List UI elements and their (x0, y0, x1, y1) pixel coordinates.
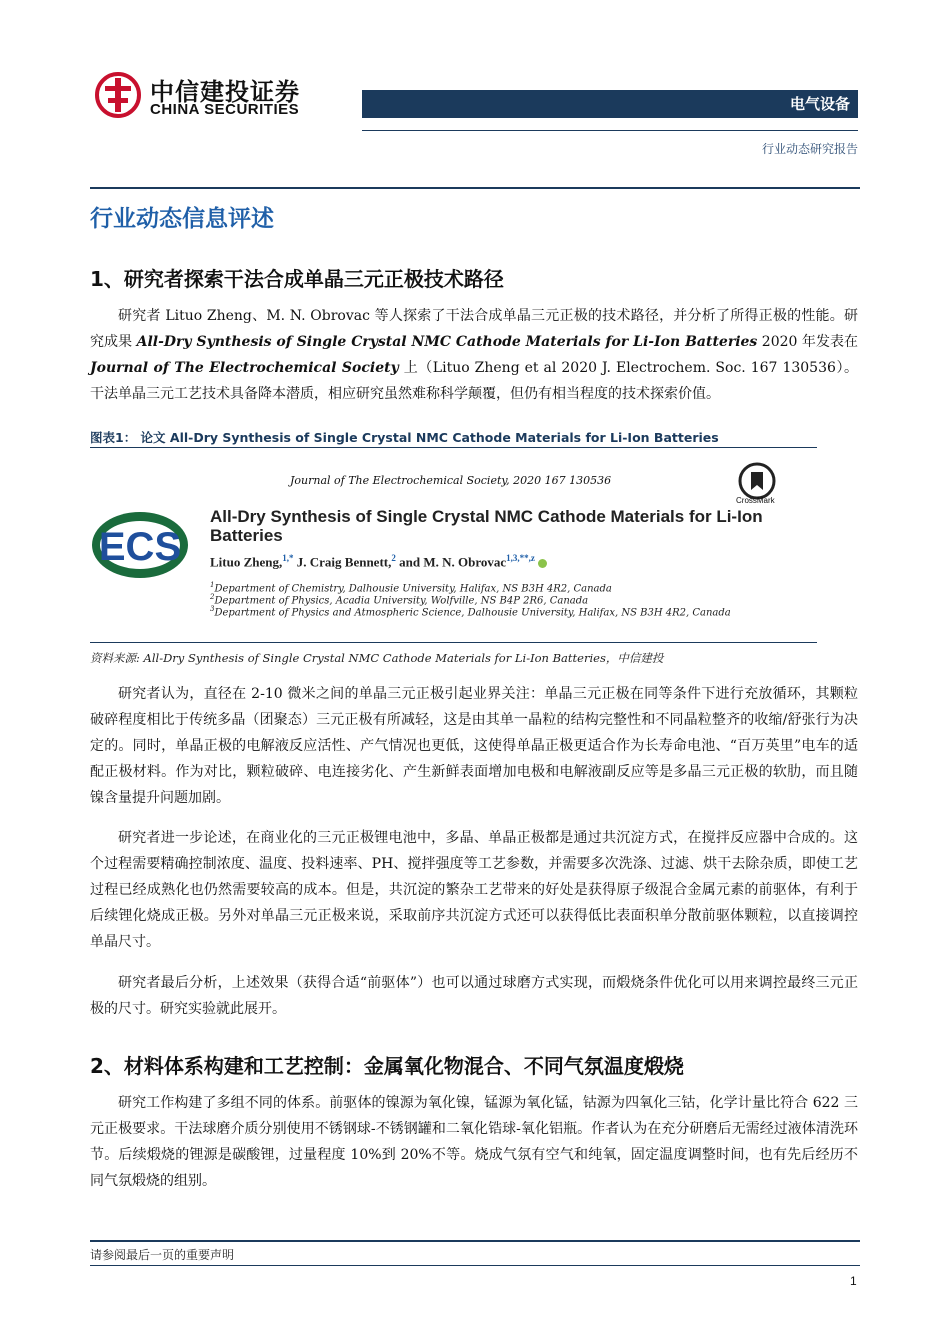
figure-authors (210, 553, 547, 570)
p1-paper-title: All-Dry Synthesis of Single Crystal NMC Cathode Materials for Li-Ion Batteries (136, 334, 758, 350)
author-1-sup: 1,* (282, 553, 294, 563)
author-3-sup: 1,3,**,z (506, 553, 535, 563)
footer-rule-2 (90, 1265, 860, 1266)
figure-caption: 图表1： 论文 All-Dry Synthesis of Single Crystal NMC Cathode Materials for Li-Ion Batteries (90, 430, 719, 445)
section-title: 行业动态信息评述 (90, 206, 274, 232)
affil-3-text: Department of Physics and Atmospheric Science, Dalhousie University, Halifax, NS B3H 4R2, Canada (214, 607, 731, 619)
paragraph-3 (90, 825, 858, 955)
figure-journal-line: Journal of The Electrochemical Society, 2020 167 130536 (290, 474, 612, 487)
p5-text: 研究工作构建了多组不同的体系。前驱体的镍源为氧化镍，锰源为氧化锰，钴源为四氧化三钴，化学计量比符合 622 三元正极要求。干法球磨介质分别使用不锈钢球-不锈钢罐和二氧化锆球-氧化铝瓶。作者认为在充分研磨后无需经过液体清洗环节。后续煅烧的锂源是碳酸锂，过量程度 10%到 20%不等。烧成气氛有空气和纯氧，固定温度调整时间，也有先后经历不同气氛煅烧的组别。 (90, 1095, 858, 1189)
figure-source: 资料来源: All-Dry Synthesis of Single Crystal NMC Cathode Materials for Li-Ion Batteries，中信建投 (90, 651, 664, 665)
affil-2-sup: 2 (210, 593, 215, 601)
footer-rule (90, 1240, 860, 1242)
author-2: J. Craig Bennett, (293, 554, 392, 570)
affil-1-text: Department of Chemistry, Dalhousie University, Halifax, NS B3H 4R2, Canada (214, 583, 612, 595)
top-rule (90, 187, 860, 189)
paragraph-1 (90, 303, 858, 407)
affil-3-sup: 3 (210, 605, 215, 613)
brand-name-en: CHINA SECURITIES (150, 101, 300, 118)
affil-2-text: Department of Physics, Acadia University, Wolfville, NS B4P 2R6, Canada (214, 595, 589, 607)
crossmark-icon (738, 462, 776, 500)
paragraph-5 (90, 1090, 858, 1194)
heading-1: 1、研究者探索干法合成单晶三元正极技术路径 (90, 267, 504, 291)
sector-banner (362, 90, 858, 118)
heading-2: 2、材料体系构建和工艺控制：金属氧化物混合、不同气氛温度煅烧 (90, 1054, 684, 1078)
paragraph-4 (90, 970, 858, 1022)
p1-journal: Journal of The Electrochemical Society (90, 360, 399, 376)
figure-paper-title: All-Dry Synthesis of Single Crystal NMC Cathode Materials for Li-Ion Batteries (210, 507, 763, 545)
p1-text-c: 上（Lituo Zheng et al 2020 J. Electrochem. Soc. 167 130536）。干法单晶三元工艺技术具备降本潜质，相应研究虽然难称科学颠覆，但仍有相当程度的技术探索价值。 (90, 360, 858, 402)
header-divider (362, 130, 858, 131)
report-type: 行业动态研究报告 (761, 142, 858, 156)
affil-1-sup: 1 (210, 581, 215, 589)
ecs-logo-text: ECS (98, 525, 182, 569)
p4-text: 研究者最后分析，上述效果（获得合适“前驱体”）也可以通过球磨方式实现，而煅烧条件优化可以用来调控最终三元正极的尺寸。研究实验就此展开。 (90, 975, 858, 1017)
p1-text-a: 研究者 Lituo Zheng、M. N. Obrovac 等人探索了干法合成单晶三元正极的技术路径，并分析了所得正极的性能。研究成果 (90, 308, 858, 350)
author-2-sup: 2 (391, 553, 396, 563)
orcid-icon (538, 559, 547, 568)
ecs-logo-icon (90, 510, 190, 580)
affiliation-3 (210, 605, 731, 618)
p1-text-b: 2020 年发表在 (757, 334, 859, 350)
figure-bottom-rule (90, 642, 817, 643)
p3-text: 研究者进一步论述，在商业化的三元正极锂电池中，多晶、单晶正极都是通过共沉淀方式，在搅拌反应器中合成的。这个过程需要精确控制浓度、温度、投料速率、PH、搅拌强度等工艺参数，并需要多次洗涤、过滤、烘干去除杂质，即使工艺过程已经成熟化也仍然需要较高的成本。但是，共沉淀的繁杂工艺带来的好处是获得原子级混合金属元素的前驱体，有利于后续锂化烧成正极。另外对单晶三元正极来说，采取前序共沉淀方式还可以获得低比表面积单分散前驱体颗粒，以直接调控单晶尺寸。 (90, 830, 858, 950)
paragraph-2 (90, 681, 858, 811)
author-1: Lituo Zheng, (210, 554, 283, 570)
sector-label: 电气设备 (789, 95, 850, 113)
author-3: and M. N. Obrovac (395, 554, 507, 570)
brand-name-cn: 中信建投证券 (150, 78, 300, 106)
citic-logo-icon (95, 72, 141, 118)
page-number: 1 (850, 1274, 857, 1288)
figure-top-rule (90, 447, 817, 448)
p2-text: 研究者认为，直径在 2-10 微米之间的单晶三元正极引起业界关注：单晶三元正极在同等条件下进行充放循环，其颗粒破碎程度相比于传统多晶（团聚态）三元正极有所减轻，这是由其单一晶粒的结构完整性和不同晶粒整齐的收缩/舒张行为决定的。同时，单晶正极的电解液反应活性、产气情况也更低，这使得单晶正极更适合作为长寿命电池、“百万英里”电车的适配正极材料。作为对比，颗粒破碎、电连接劣化、产生新鲜表面增加电极和电解液副反应等是多晶三元正极的软肋，而且随镍含量提升问题加剧。 (90, 686, 858, 806)
crossmark-label: CrossMark (736, 496, 775, 505)
disclaimer-note: 请参阅最后一页的重要声明 (90, 1248, 235, 1262)
